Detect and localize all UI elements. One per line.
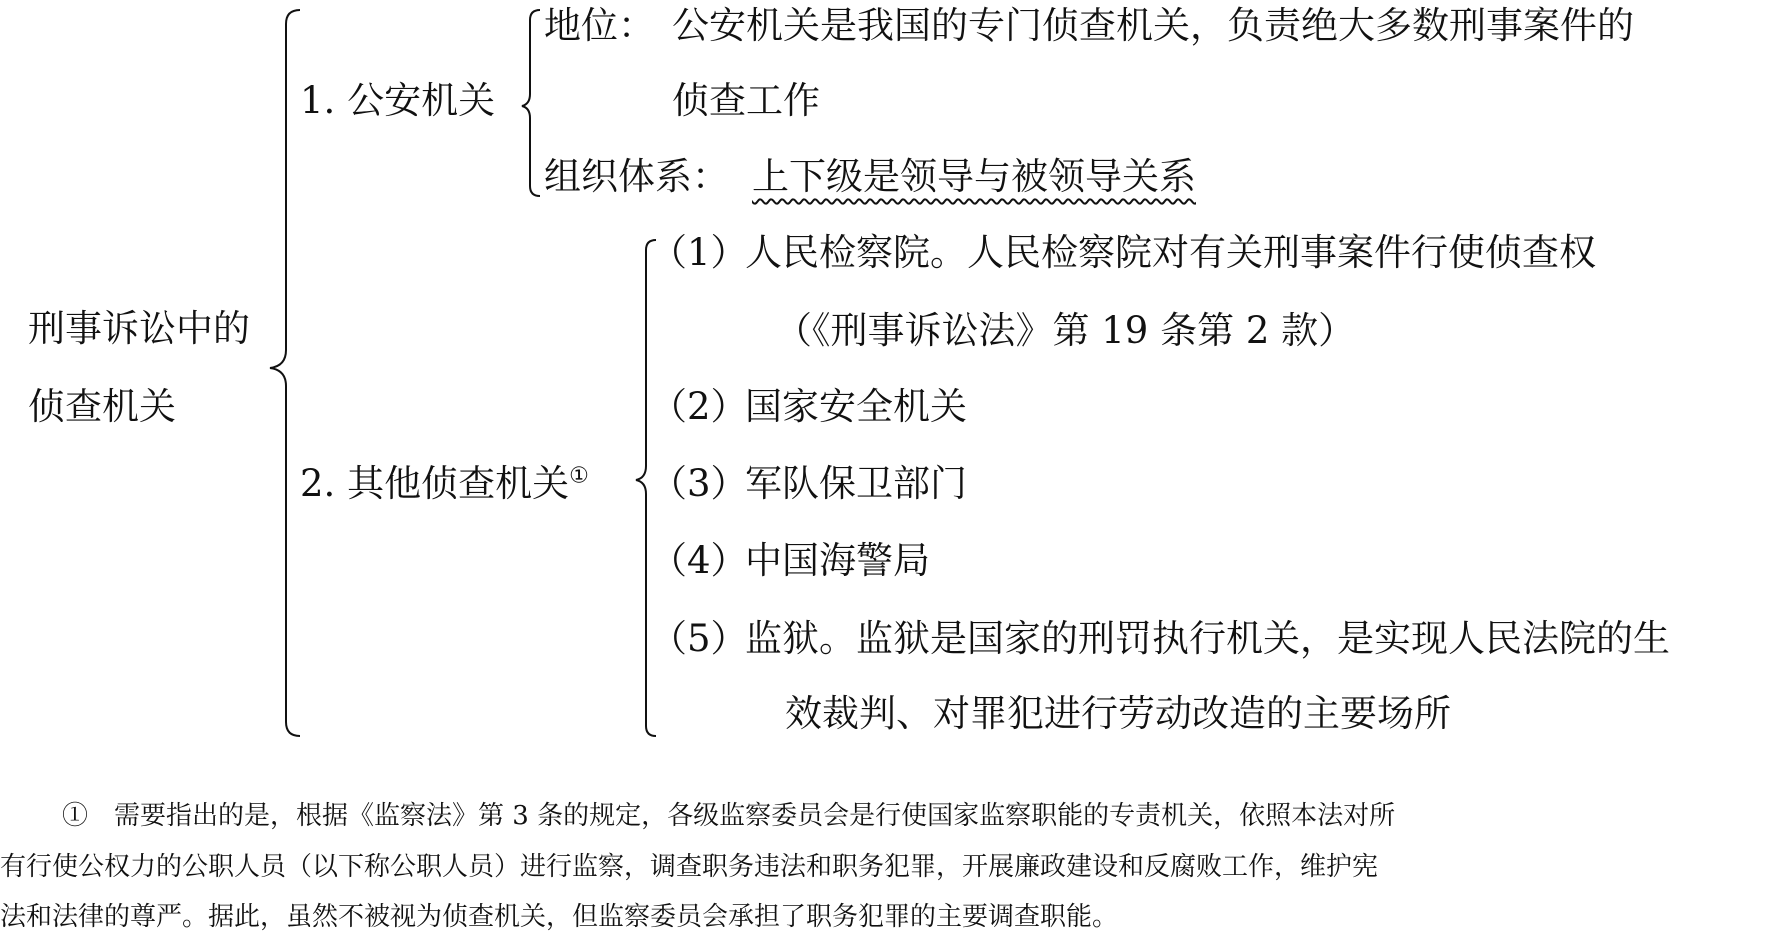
footnote-marker: ①	[569, 463, 589, 489]
branch2-label-text: 2. 其他侦查机关	[300, 462, 570, 505]
footnote-line3: 法和法律的尊严。据此，虽然不被视为侦查机关，但监察委员会承担了职务犯罪的主要调查职能。	[0, 902, 1119, 932]
branch2-item2-num: （2）	[650, 385, 748, 428]
branch1-item2-label: 组织体系：	[544, 155, 729, 198]
branch2-item1-line1: 人民检察院。人民检察院对有关刑事案件行使侦查权	[745, 231, 1596, 274]
branch2-item4-num: （4）	[650, 539, 748, 582]
branch1-item1-label: 地位：	[544, 4, 655, 47]
footnote-line2: 有行使公权力的公职人员（以下称公职人员）进行监察，调查职务违法和职务犯罪，开展廉政建设和反腐败工作，维护宪	[0, 852, 1379, 882]
branch1-item1-text-line2: 侦查工作	[672, 79, 820, 122]
branch2-item1-num: （1）	[650, 231, 748, 274]
branch2-label	[300, 462, 589, 506]
branch1-item2-text: 上下级是领导与被领导关系	[752, 155, 1196, 198]
branch1-label: 1. 公安机关	[300, 79, 496, 122]
root-label-line1: 刑事诉讼中的	[28, 307, 250, 350]
branch2-item2-text: 国家安全机关	[745, 385, 967, 428]
root-label-line2: 侦查机关	[28, 385, 176, 428]
branch1-brace	[522, 10, 540, 196]
branch2-item1-line2: （《刑事诉讼法》第 19 条第 2 款）	[775, 309, 1356, 352]
branch2-item4-text: 中国海警局	[745, 539, 930, 582]
branch2-item3-num: （3）	[650, 462, 748, 505]
main-brace	[270, 10, 300, 736]
footnote-line1: ① 需要指出的是，根据《监察法》第 3 条的规定，各级监察委员会是行使国家监察职能的专责机关，依照本法对所	[62, 801, 1396, 831]
branch2-item5-num: （5）	[650, 617, 748, 660]
branch2-item3-text: 军队保卫部门	[745, 462, 967, 505]
branch2-item5-line1: 监狱。监狱是国家的刑罚执行机关，是实现人民法院的生	[745, 617, 1670, 660]
branch1-item1-text-line1: 公安机关是我国的专门侦查机关，负责绝大多数刑事案件的	[672, 4, 1634, 47]
branch2-item5-line2: 效裁判、对罪犯进行劳动改造的主要场所	[785, 692, 1451, 735]
